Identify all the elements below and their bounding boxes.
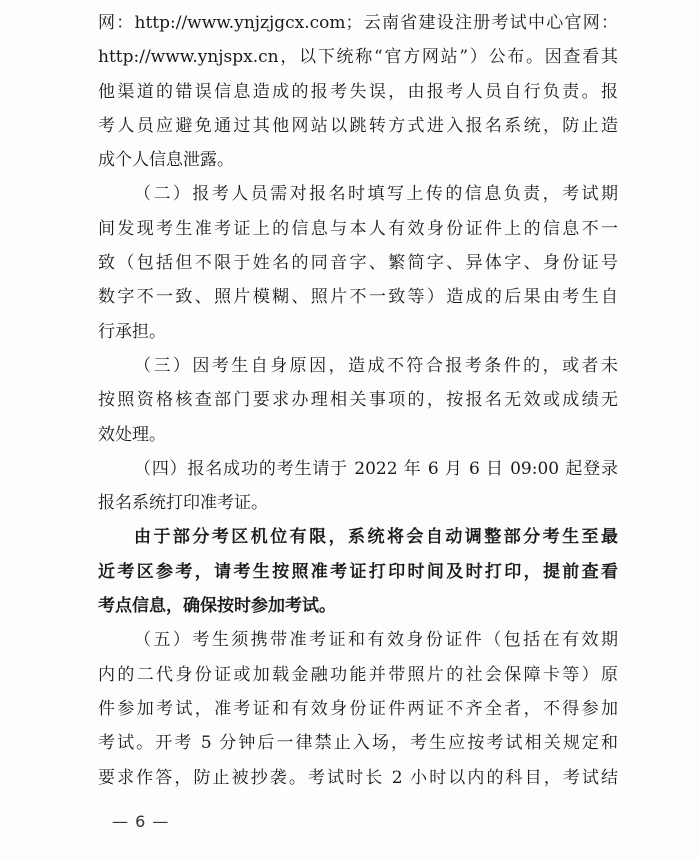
text-line: 间发现考生准考证上的信息与本人有效身份证件上的信息不一 — [98, 218, 618, 239]
text-line: 内的二代身份证或加载金融功能并带照片的社会保障卡等）原 — [98, 664, 618, 685]
text-line: 按照资格核查部门要求办理相关事项的，按报名无效或成绩无 — [98, 390, 618, 411]
text-line: 致（包括但不限于姓名的同音字、繁简字、异体字、身份证号 — [98, 253, 618, 274]
text-line: 行承担。 — [98, 321, 166, 342]
document-body — [98, 6, 618, 795]
paragraph-3-line: （三）因考生自身原因，造成不符合报考条件的，或者未 — [134, 355, 618, 376]
text-line: 考试。开考 5 分钟后一律禁止入场，考生应按考试相关规定和 — [98, 733, 618, 754]
bold-notice-line: 考点信息，确保按时参加考试。 — [98, 596, 336, 617]
text-line: 网：http://www.ynjzjgcx.com；云南省建设注册考试中心官网： — [98, 13, 618, 33]
text-line: 报名系统打印准考证。 — [98, 493, 268, 514]
paragraph-4-line: （四）报名成功的考生请于 2022 年 6 月 6 日 09:00 起登录 — [134, 458, 618, 479]
paragraph-5-line: （五）考生须携带准考证和有效身份证件（包括在有效期 — [134, 630, 618, 651]
bold-notice-line: 近考区参考，请考生按照准考证打印时间及时打印，提前查看 — [98, 561, 618, 582]
text-line: http://www.ynjspx.cn，以下统称“官方网站”）公布。因查看其 — [98, 47, 618, 68]
paragraph-2-line: （二）报考人员需对报名时填写上传的信息负责，考试期 — [134, 184, 618, 205]
text-line: 件参加考试，准考证和有效身份证件两证不齐全者，不得参加 — [98, 698, 618, 719]
text-line: 考人员应避免通过其他网站以跳转方式进入报名系统，防止造 — [98, 115, 618, 136]
text-line: 成个人信息泄露。 — [98, 150, 234, 171]
page-number: — 6 — — [112, 812, 170, 831]
text-line: 他渠道的错误信息造成的报考失误，由报考人员自行负责。报 — [98, 81, 618, 102]
bold-notice-line: 由于部分考区机位有限，系统将会自动调整部分考生至最 — [134, 527, 618, 548]
text-line: 效处理。 — [98, 424, 166, 445]
text-line: 数字不一致、照片模糊、照片不一致等）造成的后果由考生自 — [98, 287, 618, 308]
text-line: 要求作答，防止被抄袭。考试时长 2 小时以内的科目，考试结 — [98, 767, 618, 788]
